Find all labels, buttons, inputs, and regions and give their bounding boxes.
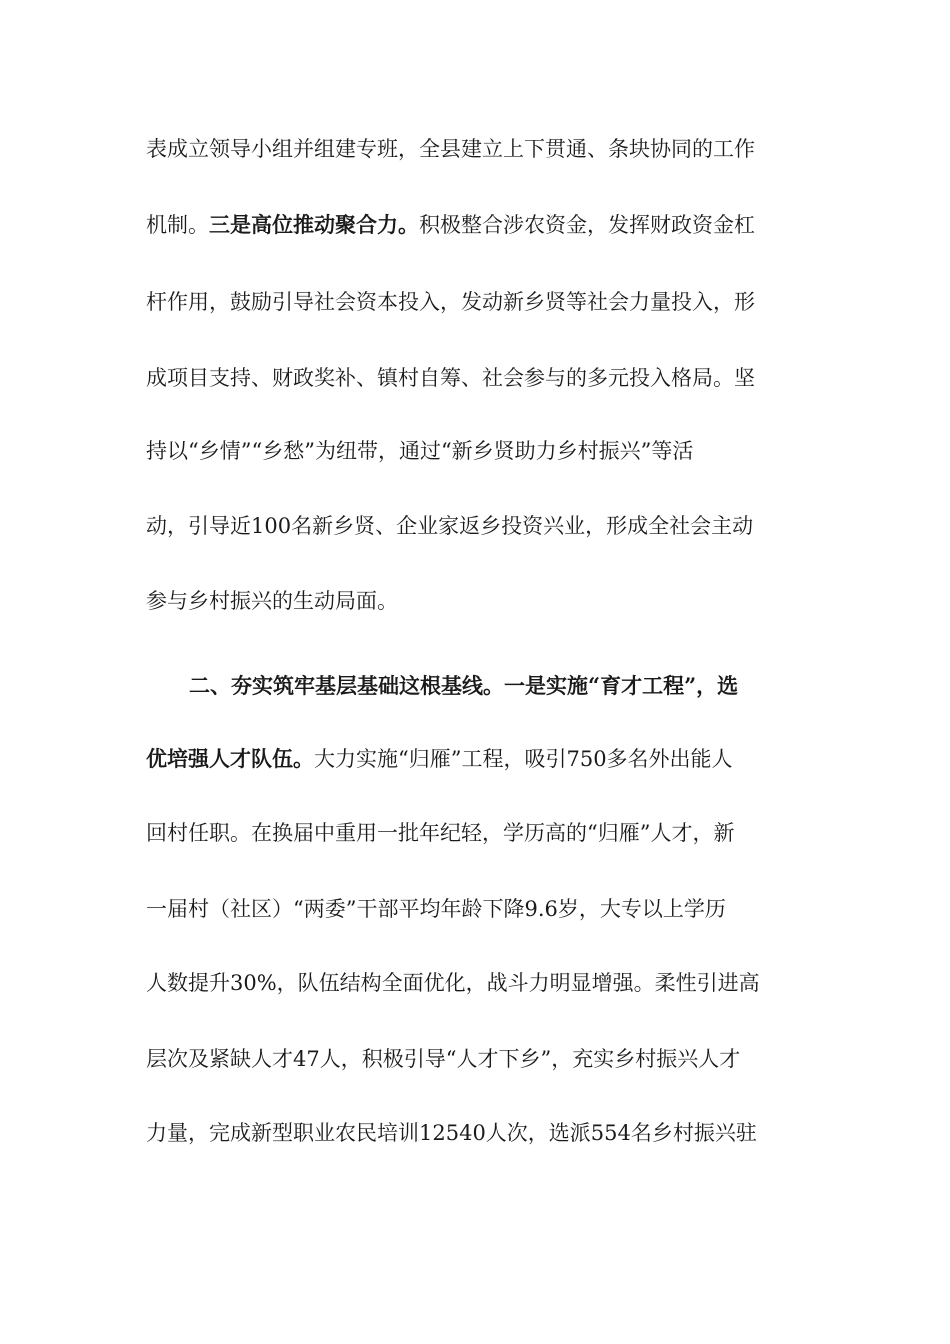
text-run: 参与乡村振兴的生动局面。: [146, 589, 398, 613]
paragraph-1-line-5: [146, 431, 806, 471]
text-run: 动，引导近100名新乡贤、企业家返乡投资兴业，形成全社会主动: [146, 514, 754, 538]
paragraph-1-line-7: [146, 581, 806, 621]
text-run: 成项目支持、财政奖补、镇村自筹、社会参与的多元投入格局。坚: [146, 366, 755, 390]
paragraph-2-line-7: [146, 1113, 806, 1153]
text-run: 大力实施“归雁”工程，吸引750多名外出能人: [314, 747, 733, 771]
text-run: 表成立领导小组并组建专班，全县建立上下贯通、条块协同的工作: [146, 137, 755, 161]
text-run: 层次及紧缺人才47人，积极引导“人才下乡”，充实乡村振兴人才: [146, 1047, 741, 1071]
text-run: 积极整合涉农资金，发挥财政资金杠: [419, 213, 755, 237]
text-run: 机制。: [146, 213, 209, 237]
paragraph-2-line-5: [146, 963, 806, 1003]
paragraph-1-line-2: [146, 205, 806, 245]
paragraph-1-line-1: [146, 129, 806, 169]
paragraph-1-line-3: [146, 282, 806, 322]
text-run: 回村任职。在换届中重用一批年纪轻，学历高的“归雁”人才，新: [146, 821, 735, 845]
paragraph-2-line-4: [146, 889, 806, 929]
paragraph-1-line-6: [146, 506, 806, 546]
text-run: 力量，完成新型职业农民培训12540人次，选派554名乡村振兴驻: [146, 1121, 757, 1145]
bold-heading-run: 优培强人才队伍。: [146, 746, 314, 771]
text-run: 人数提升30%，队伍结构全面优化，战斗力明显增强。柔性引进高: [146, 971, 760, 995]
text-run: 一届村（社区）“两委”干部平均年龄下降9.6岁，大专以上学历: [146, 897, 726, 921]
paragraph-2-line-3: [146, 813, 806, 853]
bold-heading-run: 二、夯实筑牢基层基础这根基线。一是实施“育才工程”，选: [189, 673, 739, 698]
text-run: 杆作用，鼓励引导社会资本投入，发动新乡贤等社会力量投入，形: [146, 290, 755, 314]
paragraph-2-line-6: [146, 1039, 806, 1079]
paragraph-1-line-4: [146, 358, 806, 398]
text-run: 持以“乡情”“乡愁”为纽带，通过“新乡贤助力乡村振兴”等活: [146, 439, 694, 463]
paragraph-2-line-1: [189, 666, 806, 706]
paragraph-2-line-2: [146, 739, 806, 779]
bold-heading-run: 三是高位推动聚合力。: [209, 212, 419, 237]
